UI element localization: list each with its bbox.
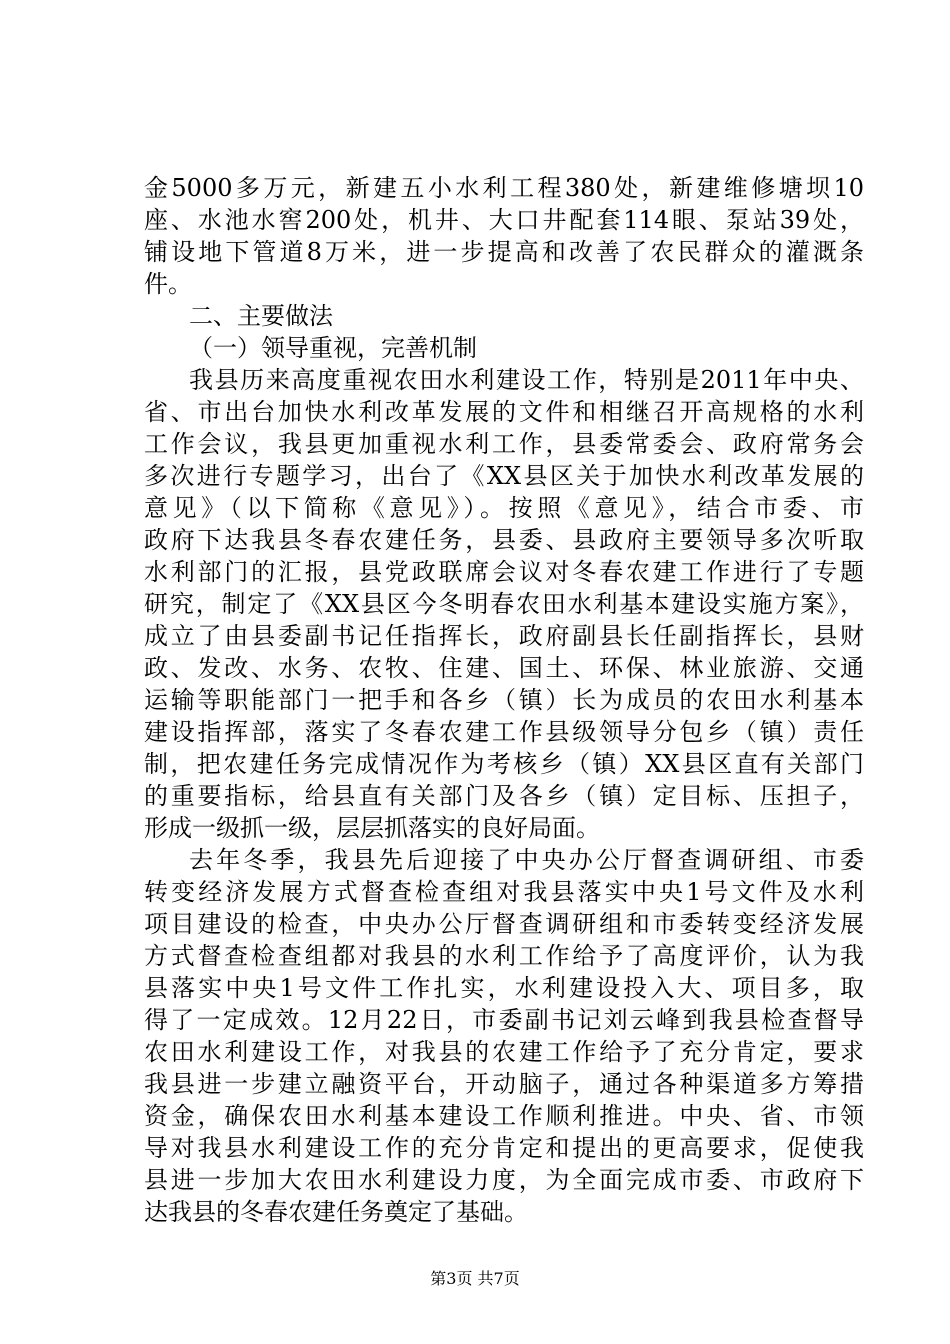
text-line: 金5000多万元，新建五小水利工程380处，新建维修塘坝10 xyxy=(144,174,864,202)
text-line: 达我县的冬春农建任务奠定了基础。 xyxy=(144,1198,528,1226)
text-line: 转变经济发展方式督查检查组对我县落实中央1号文件及水利 xyxy=(144,878,864,906)
page-number-footer: 第3页 共7页 xyxy=(430,1269,520,1288)
text-line: 的重要指标，给县直有关部门及各乡（镇）定目标、压担子， xyxy=(144,782,864,810)
text-line: 意见》（以下简称《意见》）。按照《意见》，结合市委、市 xyxy=(144,494,864,522)
text-line: 成立了由县委副书记任指挥长，政府副县长任副指挥长，县财 xyxy=(144,622,864,650)
text-line: 水利部门的汇报，县党政联席会议对冬春农建工作进行了专题 xyxy=(144,558,864,586)
text-line: 去年冬季，我县先后迎接了中央办公厅督查调研组、市委 xyxy=(189,846,864,874)
text-line: 工作会议，我县更加重视水利工作，县委常委会、政府常务会 xyxy=(144,430,864,458)
text-line: 县进一步加大农田水利建设力度，为全面完成市委、市政府下 xyxy=(144,1166,864,1194)
text-line: 农田水利建设工作，对我县的农建工作给予了充分肯定，要求 xyxy=(144,1038,864,1066)
text-line: 座、水池水窖200处，机井、大口井配套114眼、泵站39处， xyxy=(144,206,864,234)
text-line: 形成一级抓一级，层层抓落实的良好局面。 xyxy=(144,814,600,842)
text-line: 件。 xyxy=(144,270,192,298)
text-line: 导对我县水利建设工作的充分肯定和提出的更高要求，促使我 xyxy=(144,1134,864,1162)
text-line: 我县历来高度重视农田水利建设工作，特别是2011年中央、 xyxy=(189,366,864,394)
text-line: 项目建设的检查，中央办公厅督查调研组和市委转变经济发展 xyxy=(144,910,864,938)
text-line: 研究，制定了《XX县区今冬明春农田水利基本建设实施方案》， xyxy=(144,590,864,618)
text-line: 省、市出台加快水利改革发展的文件和相继召开高规格的水利 xyxy=(144,398,864,426)
text-line: 建设指挥部，落实了冬春农建工作县级领导分包乡（镇）责任 xyxy=(144,718,864,746)
text-line: 得了一定成效。12月22日，市委副书记刘云峰到我县检查督导 xyxy=(144,1006,864,1034)
body-text xyxy=(144,172,864,1228)
text-line: 铺设地下管道8万米，进一步提高和改善了农民群众的灌溉条 xyxy=(144,238,864,266)
text-line: 多次进行专题学习，出台了《XX县区关于加快水利改革发展的 xyxy=(144,462,864,490)
section-heading: 二、主要做法 xyxy=(189,302,333,330)
text-line: 政府下达我县冬春农建任务，县委、县政府主要领导多次听取 xyxy=(144,526,864,554)
text-line: 运输等职能部门一把手和各乡（镇）长为成员的农田水利基本 xyxy=(144,686,864,714)
text-line: 县落实中央1号文件工作扎实，水利建设投入大、项目多，取 xyxy=(144,974,864,1002)
subsection-heading: （一）领导重视，完善机制 xyxy=(189,334,477,362)
text-line: 方式督查检查组都对我县的水利工作给予了高度评价，认为我 xyxy=(144,942,864,970)
text-line: 制，把农建任务完成情况作为考核乡（镇）XX县区直有关部门 xyxy=(144,750,864,778)
text-line: 我县进一步建立融资平台，开动脑子，通过各种渠道多方筹措 xyxy=(144,1070,864,1098)
text-line: 政、发改、水务、农牧、住建、国土、环保、林业旅游、交通 xyxy=(144,654,864,682)
text-line: 资金，确保农田水利基本建设工作顺利推进。中央、省、市领 xyxy=(144,1102,864,1130)
